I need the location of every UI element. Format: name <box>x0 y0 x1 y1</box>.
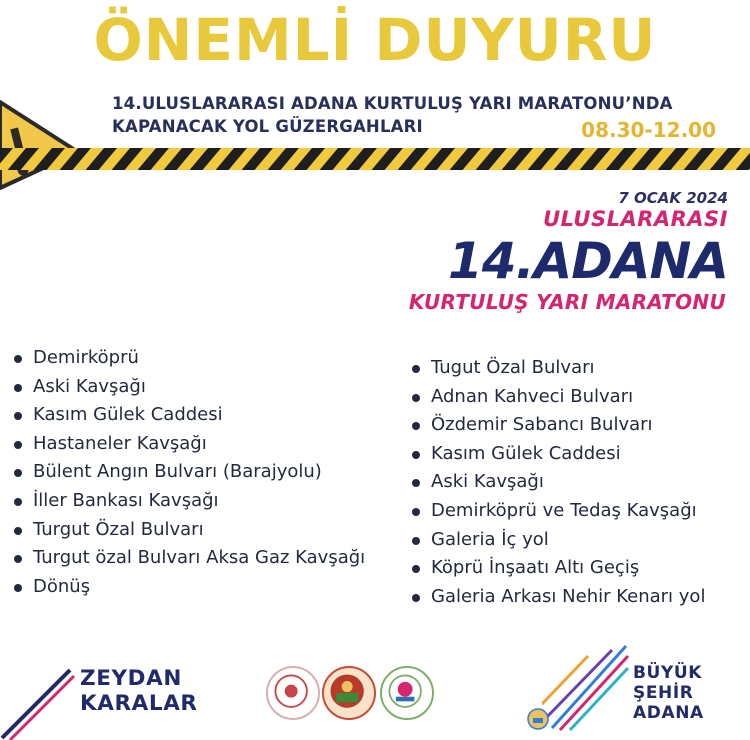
list-item: Aski Kavşağı <box>12 373 365 402</box>
closed-roads-left-list <box>12 344 365 601</box>
list-item: Turgut Özal Bulvarı <box>12 516 365 545</box>
closure-time: 08.30-12.00 <box>581 118 716 142</box>
list-item: Kasım Gülek Caddesi <box>410 440 705 469</box>
list-item: Tugut Özal Bulvarı <box>410 354 705 383</box>
logo-line-2: ŞEHİR <box>633 683 694 703</box>
event-date: 7 OCAK 2024 <box>618 189 728 207</box>
list-item: Özdemir Sabancı Bulvarı <box>410 411 705 440</box>
subtitle-line-1: 14.ULUSLARARASI ADANA KURTULUŞ YARI MARATONU’NDA <box>112 94 673 113</box>
list-item: Galeria Arkası Nehir Kenarı yol <box>410 583 705 612</box>
list-item: Galeria İç yol <box>410 526 705 555</box>
caution-tape <box>0 148 750 170</box>
event-title: 14.ADANA <box>447 232 728 290</box>
logo-line-1: ZEYDAN <box>80 666 182 691</box>
municipality-seal-icon <box>322 666 376 720</box>
athletics-federation-seal-icon <box>380 666 434 720</box>
list-item: Aski Kavşağı <box>410 468 705 497</box>
list-item: Demirköprü ve Tedaş Kavşağı <box>410 497 705 526</box>
logo-line-2: KARALAR <box>80 691 198 716</box>
list-item: Turgut özal Bulvarı Aksa Gaz Kavşağı <box>12 544 365 573</box>
headline: ÖNEMLİ DUYURU <box>93 6 657 74</box>
logo-line-1: BÜYÜK <box>633 663 703 683</box>
list-item: İller Bankası Kavşağı <box>12 487 365 516</box>
zeydan-karalar-logo-mark <box>0 660 80 740</box>
list-item: Bülent Angın Bulvarı (Barajyolu) <box>12 458 365 487</box>
logo-line-3: ADANA <box>633 703 704 723</box>
list-item: Kasım Gülek Caddesi <box>12 401 365 430</box>
event-subtitle: KURTULUŞ YARI MARATONU <box>408 290 726 314</box>
subtitle-line-2: KAPANACAK YOL GÜZERGAHLARI <box>112 117 423 136</box>
warning-sign-icon <box>0 92 88 192</box>
event-international: ULUSLARARASI <box>543 207 728 231</box>
list-item: Dönüş <box>12 573 365 602</box>
list-item: Adnan Kahveci Bulvarı <box>410 383 705 412</box>
ministry-seal-icon <box>266 666 320 720</box>
zeydan-karalar-logo <box>80 666 198 716</box>
adana-emblem-icon <box>527 708 549 730</box>
closed-roads-right-list <box>410 354 705 611</box>
list-item: Hastaneler Kavşağı <box>12 430 365 459</box>
buyuksehir-logo <box>633 663 704 723</box>
buyuksehir-logo-mark <box>542 642 630 732</box>
list-item: Demirköprü <box>12 344 365 373</box>
list-item: Köprü İnşaatı Altı Geçiş <box>410 554 705 583</box>
